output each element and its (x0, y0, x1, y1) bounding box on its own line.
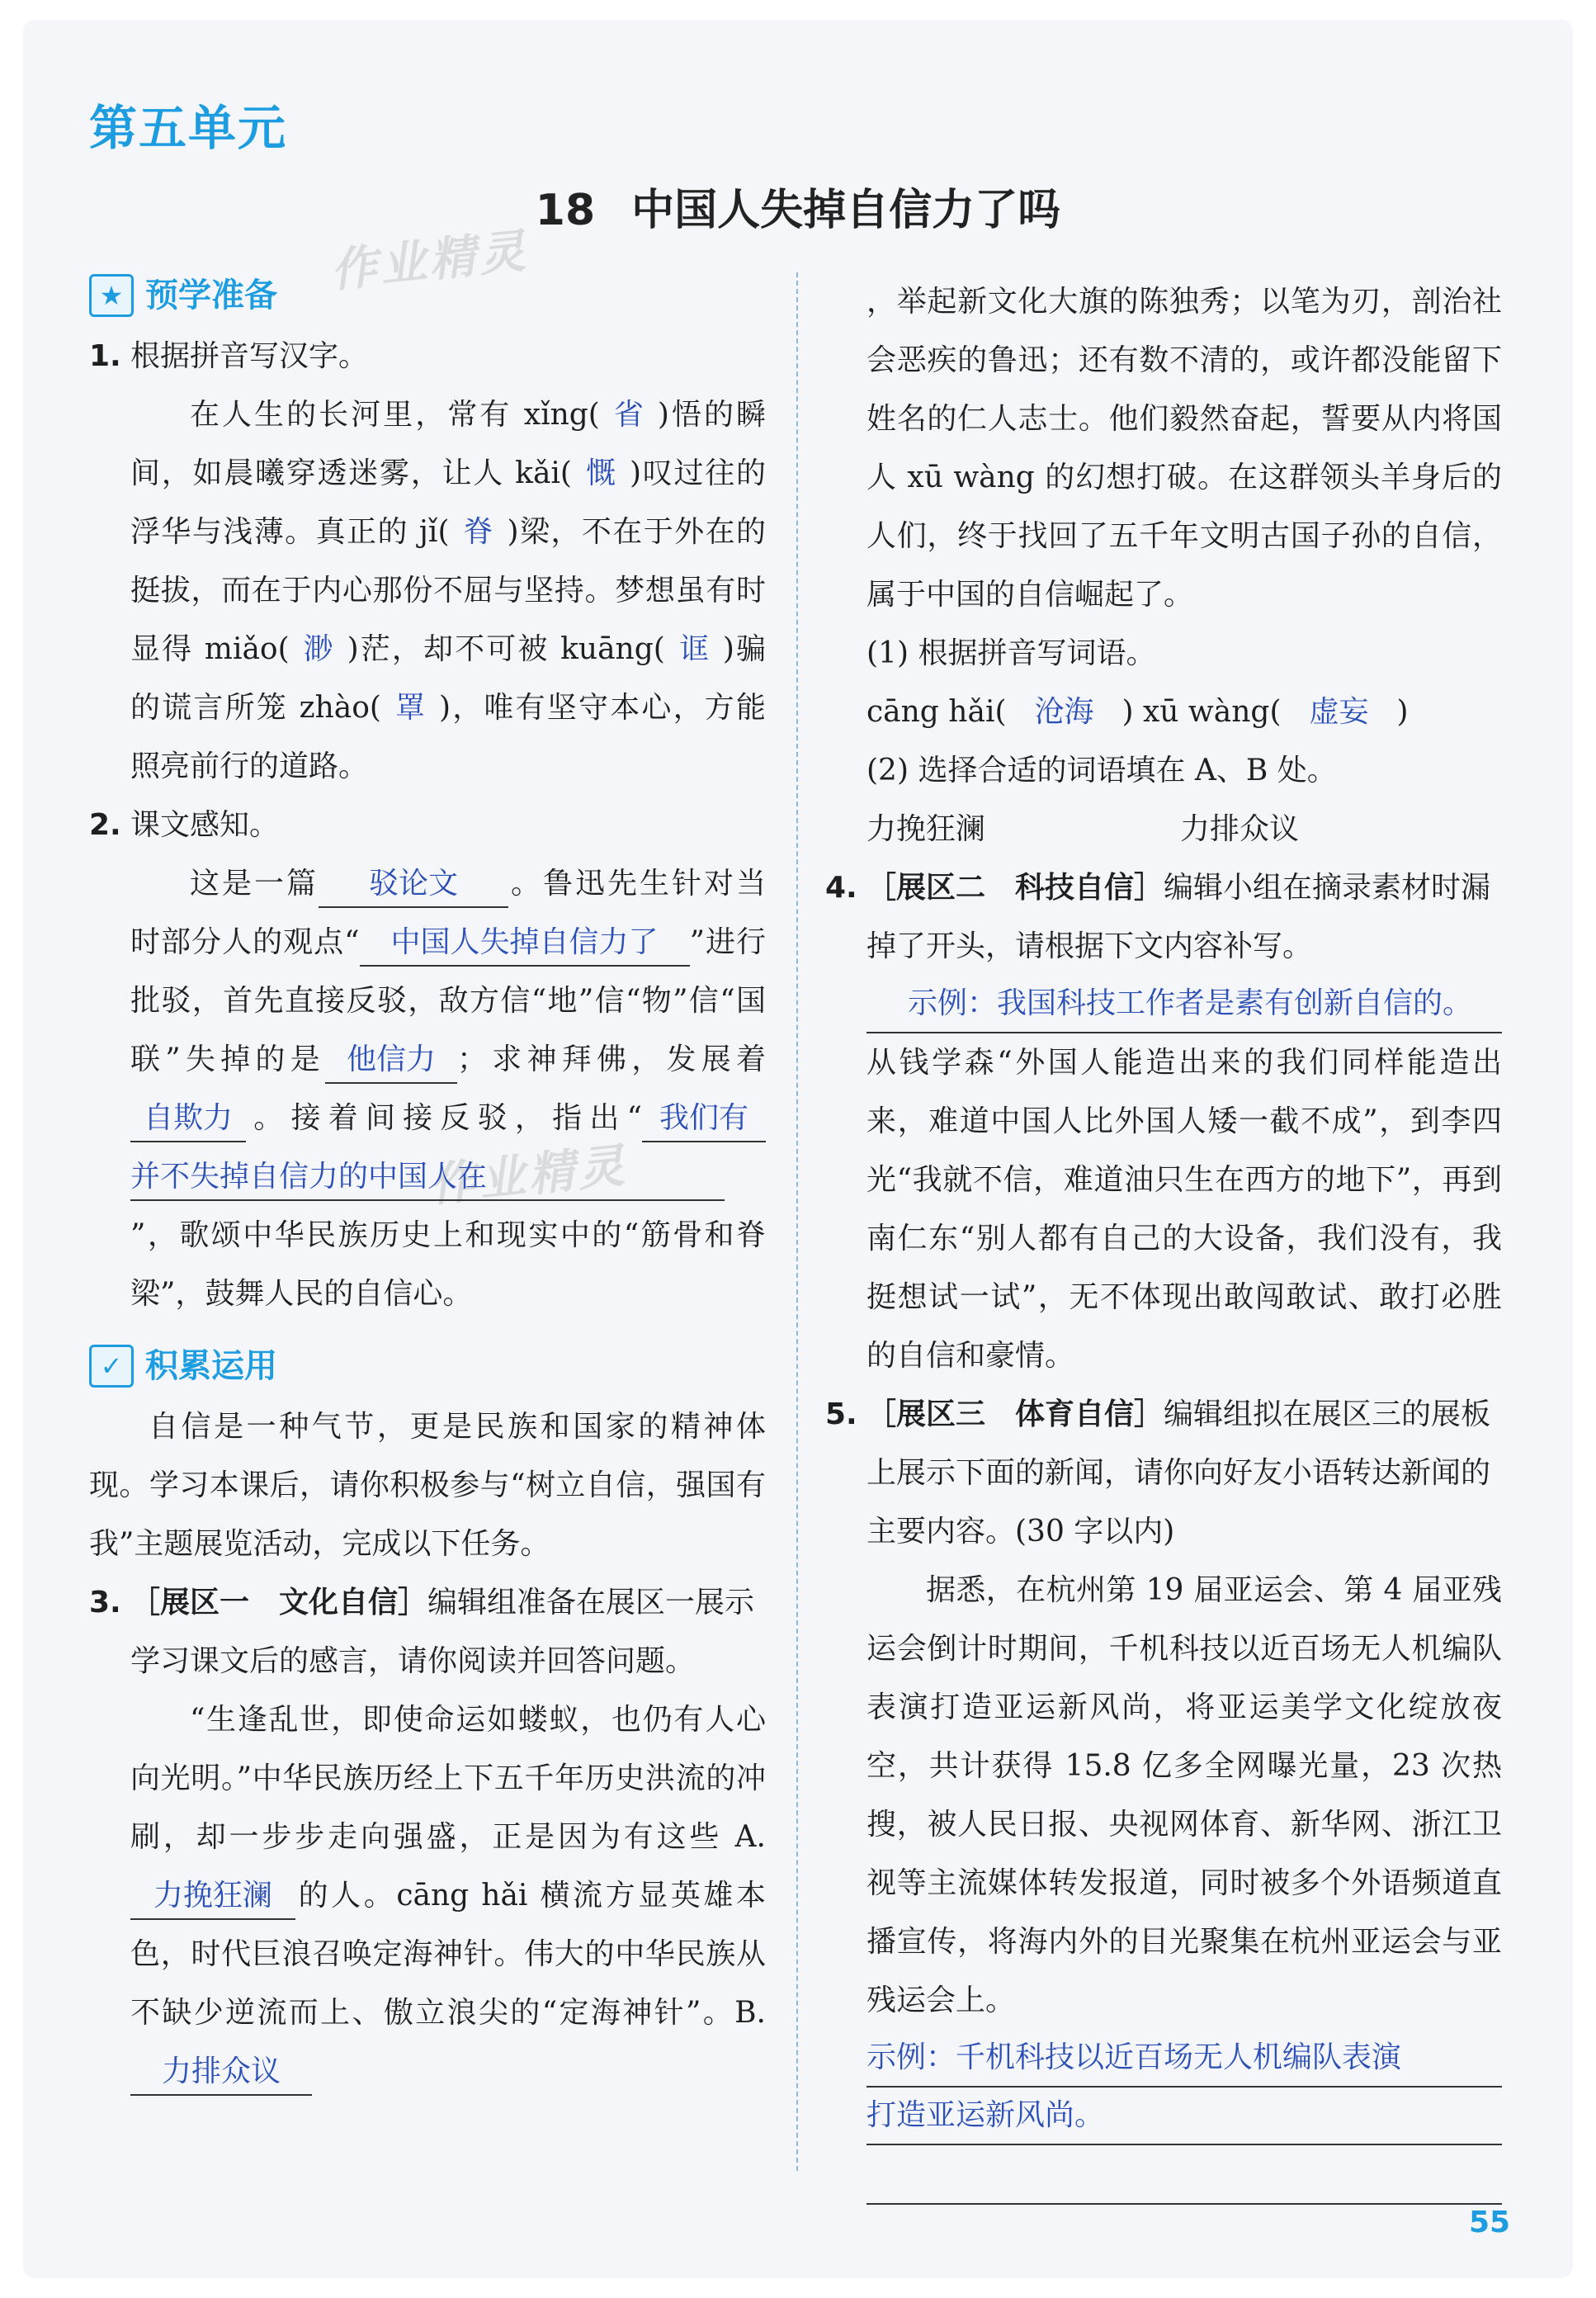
lesson-title (0, 175, 1596, 237)
answer-field[interactable]: 我们有 (642, 1096, 766, 1142)
section-practice (89, 1335, 766, 1397)
answer-field[interactable]: 脊 (463, 515, 493, 549)
star-icon: ★ (89, 274, 134, 317)
sub-question-1: (1) 根据拼音写词语。 (866, 636, 1156, 670)
answer-field[interactable]: 虚妄 (1309, 695, 1369, 729)
question-5 (825, 1385, 1502, 1561)
section-prep (89, 264, 766, 327)
unit-title: 第五单元 (89, 100, 288, 156)
question-5-answer (825, 2030, 1502, 2205)
answer-field[interactable]: 罩 (394, 691, 425, 725)
question-4-answer-row (825, 976, 1502, 1033)
answer-field[interactable]: 并不失掉自信力的中国人在 (130, 1155, 725, 1201)
question-number: 2. (89, 808, 121, 842)
question-5-news: 据悉，在杭州第 19 届亚运会、第 4 届亚残运会倒计时期间，千机科技以近百场无人机编队表演打造亚运新风尚，将亚运美学文化绽放夜空，共计获得 15.8 亿多全网曝光量，23 次热搜，被人民日报、央视网体育、新华网、浙江卫视等主流媒体转发报道，同时被多个外语频道直播宣传，将海内外的目光聚集在杭州亚运会与亚残运会上。 (866, 1573, 1502, 2017)
section-practice-title: 积累运用 (145, 1346, 277, 1385)
checkmark-icon: ✓ (89, 1345, 134, 1388)
question-1-body: 在人生的长河里，常有 xǐng( 省 )悟的瞬间，如晨曦穿透迷雾，让人 kǎi( 慨 )叹过往的浮华与浅薄。真正的 jǐ( 脊 )梁，不在于外在的挺拔，而在于内心那份不屈与坚持。梦想虽有时显得 miǎo( 渺 )茫，却不可被 kuāng( 诓 )骗的谎言所笼 zhào( 罩 )，唯有坚守本心，方能照亮前行的道路。 (89, 385, 766, 796)
question-prompt: 根据拼音写汉字。 (130, 339, 369, 373)
question-1 (89, 327, 766, 385)
question-prompt: ［展区三 体育自信］编辑组拟在展区三的展板上展示下面的新闻，请你向好友小语转达新闻的主要内容。(30 字以内) (866, 1397, 1491, 1549)
answer-field[interactable]: 打造亚运新风尚。 (866, 2088, 1502, 2145)
answer-field[interactable]: 驳论文 (319, 862, 508, 908)
question-prompt: 课文感知。 (130, 808, 280, 842)
answer-field[interactable]: 中国人失掉自信力了 (360, 920, 690, 967)
question-number: 1. (89, 339, 121, 373)
question-3 (89, 1573, 766, 1690)
watermark: 作业精灵 (427, 1138, 630, 1213)
answer-field[interactable]: 他信力 (325, 1038, 457, 1084)
question-number: 3. (89, 1586, 121, 1619)
lesson-number: 18 (535, 186, 596, 235)
answer-field[interactable]: 示例：我国科技工作者是素有创新自信的。 (866, 976, 1502, 1033)
section-prep-title: 预学准备 (145, 276, 277, 314)
option-2: 力排众议 (1180, 812, 1300, 846)
option-1: 力挽狂澜 (866, 812, 986, 846)
answer-field[interactable]: 省 (613, 398, 644, 432)
question-4 (825, 858, 1502, 976)
question-3-passage: “生逢乱世，即使命运如蝼蚁，也仍有人心向光明。”中华民族历经上下五千年历史洪流的冲刷，却一步步走向强盛，正是因为有这些 A.力挽狂澜 的人。cāng hǎi 横流方显英雄本色，时代巨浪召唤定海神针。伟大的中华民族从不缺少逆流而上、傲立浪尖的“定海神针”。B.力排众议 (89, 1690, 766, 2101)
sub-question-2: (2) 选择合适的词语填在 A、B 处。 (866, 754, 1337, 787)
lesson-name: 中国人失掉自信力了吗 (631, 186, 1061, 235)
intro-paragraph: 自信是一种气节，更是民族和国家的精神体现。学习本课后，请你积极参与“树立自信，强国有我”主题展览活动，完成以下任务。 (89, 1410, 766, 1561)
watermark: 作业精灵 (328, 224, 531, 299)
question-number: 4. (825, 871, 857, 905)
sub-question-1-fields: cāng hǎi( 沧海 ) xū wàng( 虚妄 ) (825, 683, 1502, 741)
answer-field[interactable]: 力排众议 (130, 2050, 312, 2096)
question-4-text: 从钱学森“外国人能造出来的我们同样能造出来，难道中国人比外国人矮一截不成”，到李四光“我就不信，难道油只生在西方的地下”，再到南仁东“别人都有自己的大设备，我们没有，我挺想试一试”，无不体现出敢闯敢试、敢打必胜的自信和豪情。 (866, 1046, 1502, 1373)
answer-field[interactable]: 诓 (678, 632, 709, 666)
left-column (89, 264, 766, 2101)
answer-line[interactable] (866, 2145, 1502, 2205)
answer-field[interactable]: 力挽狂澜 (130, 1874, 295, 1920)
answer-field[interactable]: 示例：千机科技以近百场无人机编队表演 (866, 2030, 1502, 2088)
question-2-body: 这是一篇 驳论文 。鲁迅先生针对当时部分人的观点“ 中国人失掉自信力了 ”进行批驳，首先直接反驳，敌方信“地”信“物”信“国联”失掉的是 他信力 ；求神拜佛，发展着自欺力 。接着间接反驳，指出“ 我们有并不失掉自信力的中国人在”，歌颂中华民族历史上和现实中的“筋骨和脊梁”，鼓舞人民的自信心。 (89, 854, 766, 1323)
answer-field[interactable]: 沧海 (1034, 695, 1094, 729)
right-column (825, 272, 1502, 2205)
column-divider (796, 272, 798, 2171)
question-3-passage-cont: ，举起新文化大旗的陈独秀；以笔为刃，剖治社会恶疾的鲁迅；还有数不清的，或许都没能留下姓名的仁人志士。他们毅然奋起，誓要从内将国人 xū wàng 的幻想打破。在这群领头羊身后的人们，终于找回了五千年文明古国子孙的自信，属于中国的自信崛起了。 (866, 285, 1502, 612)
answer-field[interactable]: 慨 (585, 456, 616, 490)
question-prompt: ［展区一 文化自信］编辑组准备在展区一展示学习课文后的感言，请你阅读并回答问题。 (130, 1586, 755, 1678)
question-prompt: ［展区二 科技自信］编辑小组在摘录素材时漏掉了开头，请根据下文内容补写。 (866, 871, 1491, 963)
answer-field[interactable]: 渺 (303, 632, 333, 666)
answer-field[interactable]: 自欺力 (130, 1096, 246, 1142)
question-number: 5. (825, 1397, 857, 1431)
question-2 (89, 796, 766, 854)
page-number: 55 (1469, 2206, 1511, 2239)
word-options (825, 800, 1502, 858)
